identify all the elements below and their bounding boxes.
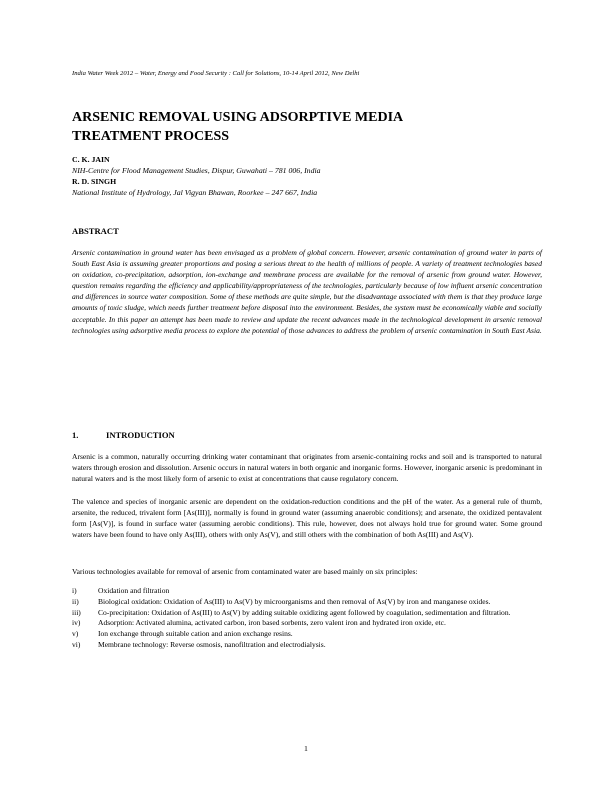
- intro-paragraph-3: Various technologies available for removal of arsenic from contaminated water are based mainly on six principles:: [72, 567, 418, 576]
- author-block: [72, 154, 542, 198]
- list-item-number: ii): [72, 596, 79, 606]
- list-item-text: Membrane technology: Reverse osmosis, nanofiltration and electrodialysis.: [98, 639, 326, 649]
- running-header: India Water Week 2012 – Water, Energy and Food Security : Call for Solutions, 10-14 April 2012, New Delhi: [72, 70, 360, 77]
- author-affiliation-2: National Institute of Hydrology, Jal Vigyan Bhawan, Roorkee – 247 667, India: [72, 188, 318, 197]
- page-number: 1: [304, 744, 308, 753]
- paper-title: [72, 108, 542, 146]
- list-item-number: iii): [72, 607, 81, 617]
- abstract-text: Arsenic contamination in ground water has been envisaged as a problem of global concern. However, arsenic contamination of ground water in parts of South East Asia is assuming greater proportions and posing a serious threat to the health of millions of people. A variety of treatment technologies based on oxidation, co-precipitation, adsorption, ion-exchange and membrane process are available for the removal of arsenic from ground water. However, question remains regarding the efficiency and applicability/appropriateness of the technologies, particularly because of low influent arsenic concentration and differences in source water composition. Some of these methods are quite simple, but the disadvantage associated with them is that they produce large amounts of toxic sludge, which needs further treatment before disposal into the environment. Besides, the system must be economically viable and socially acceptable. In this paper an attempt has been made to review and update the recent advances made in the technological development in arsenic removal technologies using adsorptive media process to explore the potential of those advances to address the problem of arsenic contamination in South East Asia.: [72, 248, 542, 335]
- list-item: [72, 597, 542, 608]
- list-item: [72, 608, 542, 619]
- list-item: [72, 618, 542, 629]
- section-number: 1.: [72, 430, 79, 440]
- author-name-2: R. D. SINGH: [72, 177, 117, 186]
- author-affiliation-1: NIH-Centre for Flood Management Studies, Dispur, Guwahati – 781 006, India: [72, 166, 321, 175]
- list-item-number: iv): [72, 618, 81, 628]
- list-item-text: Oxidation and filtration: [98, 586, 170, 595]
- list-item-number: i): [72, 586, 77, 595]
- intro-paragraph-1: Arsenic is a common, naturally occurring drinking water contaminant that originates from arsenic-containing rocks and soil and is transported to natural waters through erosion and dissolution. Arsenic occurs in natural waters in both organic and inorganic forms. However, inorganic arsenic is predominant in natural waters and is the most likely form of arsenic to exist at concentrations that cause regulatory concern.: [72, 452, 542, 483]
- list-item: [72, 586, 542, 597]
- list-item-text: Co-precipitation: Oxidation of As(III) to As(V) by adding suitable oxidizing agent followed by coagulation, sedimentation and filtration.: [98, 607, 511, 617]
- list-item-text: Adsorption: Activated alumina, activated carbon, iron based sorbents, zero valent iron and hydrated iron oxide, etc.: [98, 618, 446, 628]
- list-item-number: vi): [72, 639, 81, 649]
- list-item-text: Biological oxidation: Oxidation of As(III) to As(V) by microorganisms and then removal of As(V) by iron and manganese oxides.: [98, 596, 491, 606]
- title-line-1: ARSENIC REMOVAL USING ADSORPTIVE MEDIA: [72, 110, 404, 125]
- abstract-heading: ABSTRACT: [72, 226, 119, 236]
- list-item-text: Ion exchange through suitable cation and anion exchange resins.: [98, 629, 293, 639]
- section-title: INTRODUCTION: [106, 430, 175, 440]
- list-item: [72, 640, 542, 651]
- section-heading-introduction: [72, 430, 175, 440]
- principles-list: [72, 586, 542, 651]
- title-line-2: TREATMENT PROCESS: [72, 129, 230, 144]
- list-item: [72, 629, 542, 640]
- list-item-number: v): [72, 629, 79, 639]
- intro-paragraph-2: The valence and species of inorganic arsenic are dependent on the oxidation-reduction conditions and the pH of the water. As a general rule of thumb, arsenite, the reduced, trivalent form [As(III)], normally is found in ground water (assuming anaerobic conditions); and arsenate, the oxidized pentavalent form [As(V)], is found in surface water (assuming aerobic conditions). This rule, however, does not always hold true for ground water. Some ground waters have been found to have only As(III), others with only As(V), and still others with the combination of both As(III) and As(V).: [72, 497, 542, 539]
- author-name-1: C. K. JAIN: [72, 155, 110, 164]
